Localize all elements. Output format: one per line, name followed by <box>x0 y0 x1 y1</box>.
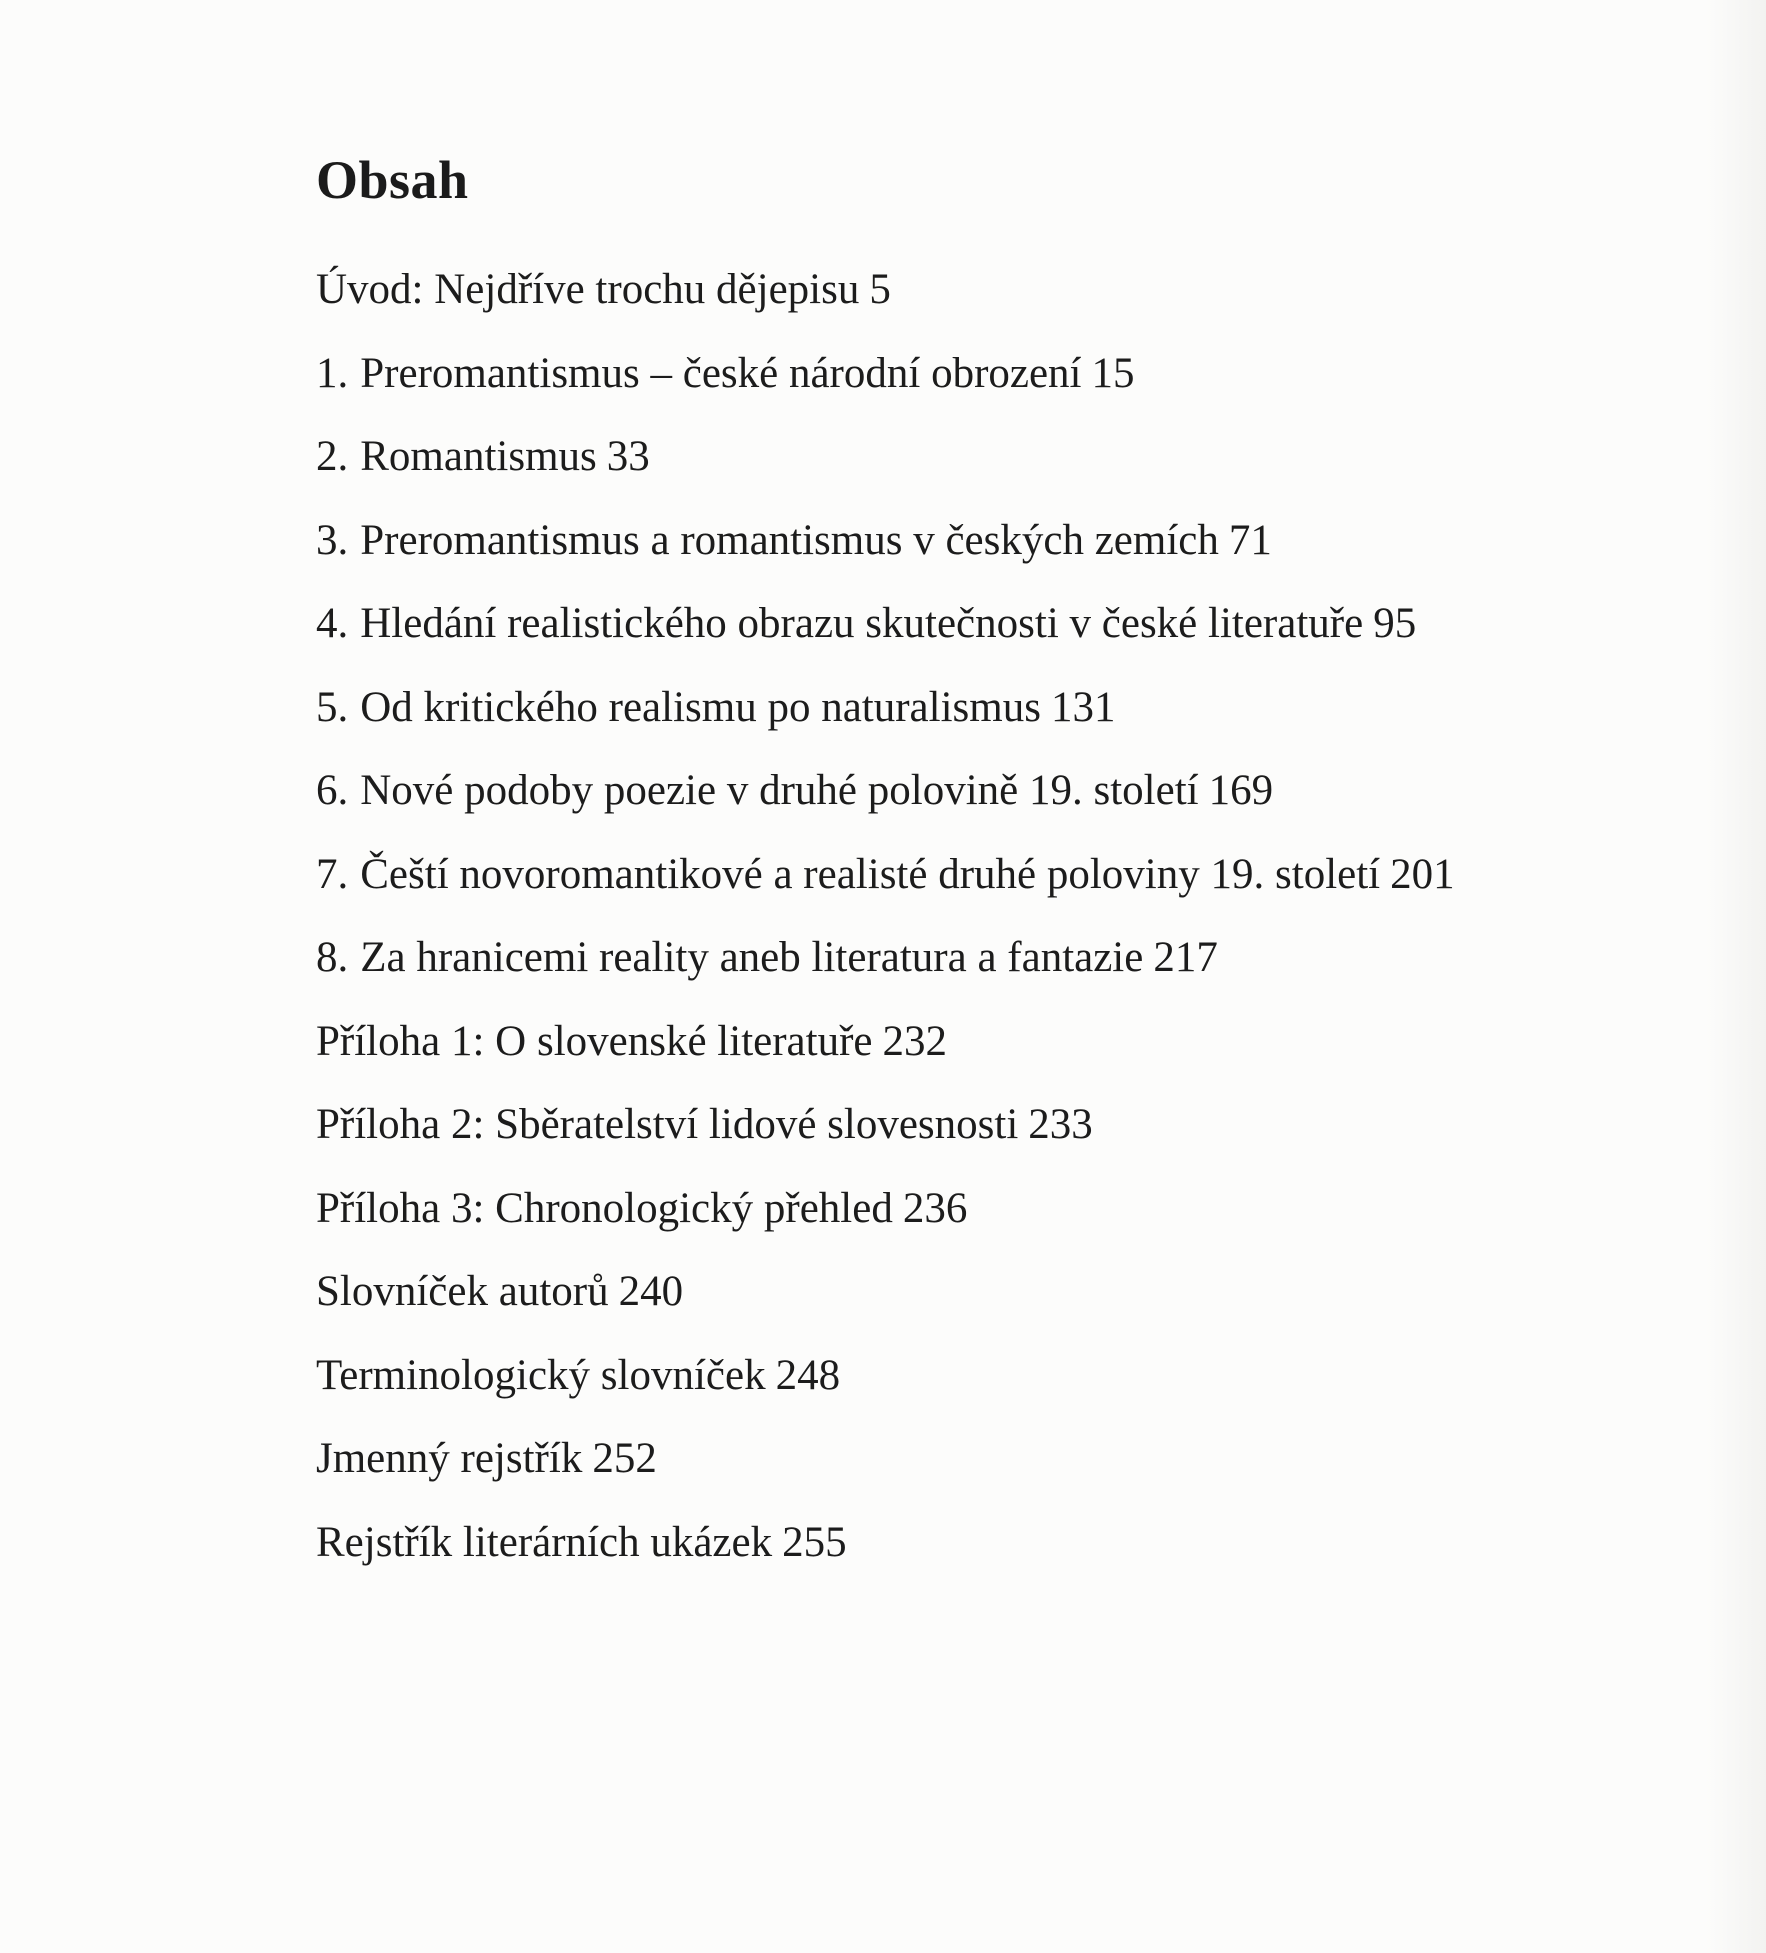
toc-entry-page: 15 <box>1091 349 1135 397</box>
toc-entry-appendix-2 <box>316 1097 1736 1181</box>
toc-entry-page: 169 <box>1208 767 1274 814</box>
toc-entry-title: Preromantismus – české národní obrození <box>360 349 1082 397</box>
toc-entry-title: Za hranicemi reality aneb literatura a fantazie <box>360 934 1144 981</box>
toc-entry-title: Slovníček autorů <box>316 1268 609 1315</box>
toc-entry-number: 6. <box>316 767 349 814</box>
toc-entry-title: Hledání realistického obrazu skutečnosti v české literatuře <box>360 600 1364 647</box>
toc-entry-number: 2. <box>316 433 349 480</box>
toc-entry-term-glossary <box>316 1348 1736 1432</box>
toc-entry-chapter-4 <box>316 596 1736 680</box>
toc-entry-number: 7. <box>316 850 349 898</box>
toc-entry-intro <box>316 262 1736 346</box>
toc-entry-page: 232 <box>882 1017 947 1065</box>
toc-entry-page: 255 <box>782 1518 847 1566</box>
toc-entry-chapter-5 <box>316 680 1736 764</box>
toc-entry-title: Příloha 2: Sběratelství lidové slovesnosti <box>316 1101 1019 1148</box>
toc-entry-name-index <box>316 1431 1736 1515</box>
toc-entry-page: 252 <box>592 1435 657 1482</box>
toc-entry-page: 240 <box>618 1268 684 1315</box>
toc-entry-page: 248 <box>775 1351 841 1399</box>
toc-entry-title: Nové podoby poezie v druhé polovině 19. století <box>360 767 1199 814</box>
toc-entry-page: 131 <box>1050 683 1116 731</box>
toc-entry-page: 217 <box>1153 934 1218 981</box>
toc-entry-chapter-2 <box>316 429 1736 513</box>
toc-entry-excerpt-index <box>316 1515 1736 1599</box>
toc-entry-title: Příloha 3: Chronologický přehled <box>316 1184 893 1232</box>
toc-entry-page: 5 <box>869 266 891 313</box>
toc-entry-number: 5. <box>316 683 349 731</box>
toc-entry-chapter-1 <box>316 346 1736 430</box>
toc-entry-author-glossary <box>316 1264 1736 1348</box>
toc-entry-title: Terminologický slovníček <box>316 1351 766 1399</box>
toc-entry-title: Úvod: Nejdříve trochu dějepisu <box>316 266 860 313</box>
toc-entry-title: Preromantismus a romantismus v českých zemích <box>360 516 1219 564</box>
toc-entry-number: 4. <box>316 600 349 647</box>
toc-entry-page: 95 <box>1373 600 1417 647</box>
toc-entry-title: Rejstřík literárních ukázek <box>316 1518 773 1566</box>
table-of-contents <box>316 262 1736 1598</box>
toc-entry-chapter-6 <box>316 763 1736 847</box>
toc-entry-appendix-1 <box>316 1014 1736 1098</box>
toc-entry-title: Příloha 1: O slovenské literatuře <box>316 1017 873 1065</box>
toc-entry-title: Jmenný rejstřík <box>316 1435 583 1482</box>
toc-entry-page: 71 <box>1228 516 1272 564</box>
page-title: Obsah <box>316 150 469 210</box>
toc-entry-number: 3. <box>316 516 349 564</box>
toc-entry-page: 233 <box>1028 1101 1093 1148</box>
toc-entry-title: Od kritického realismu po naturalismus <box>360 683 1041 731</box>
toc-entry-chapter-8 <box>316 930 1736 1014</box>
toc-entry-appendix-3 <box>316 1181 1736 1265</box>
toc-entry-chapter-3 <box>316 513 1736 597</box>
toc-entry-page: 201 <box>1390 850 1455 898</box>
toc-entry-title: Romantismus <box>360 433 597 480</box>
toc-entry-chapter-7 <box>316 847 1736 931</box>
toc-entry-number: 1. <box>316 349 349 397</box>
toc-entry-page: 33 <box>606 433 650 480</box>
toc-entry-page: 236 <box>902 1184 968 1232</box>
toc-entry-number: 8. <box>316 934 349 981</box>
page-edge-shadow <box>1706 0 1766 1953</box>
toc-entry-title: Čeští novoromantikové a realisté druhé poloviny 19. století <box>360 850 1381 898</box>
